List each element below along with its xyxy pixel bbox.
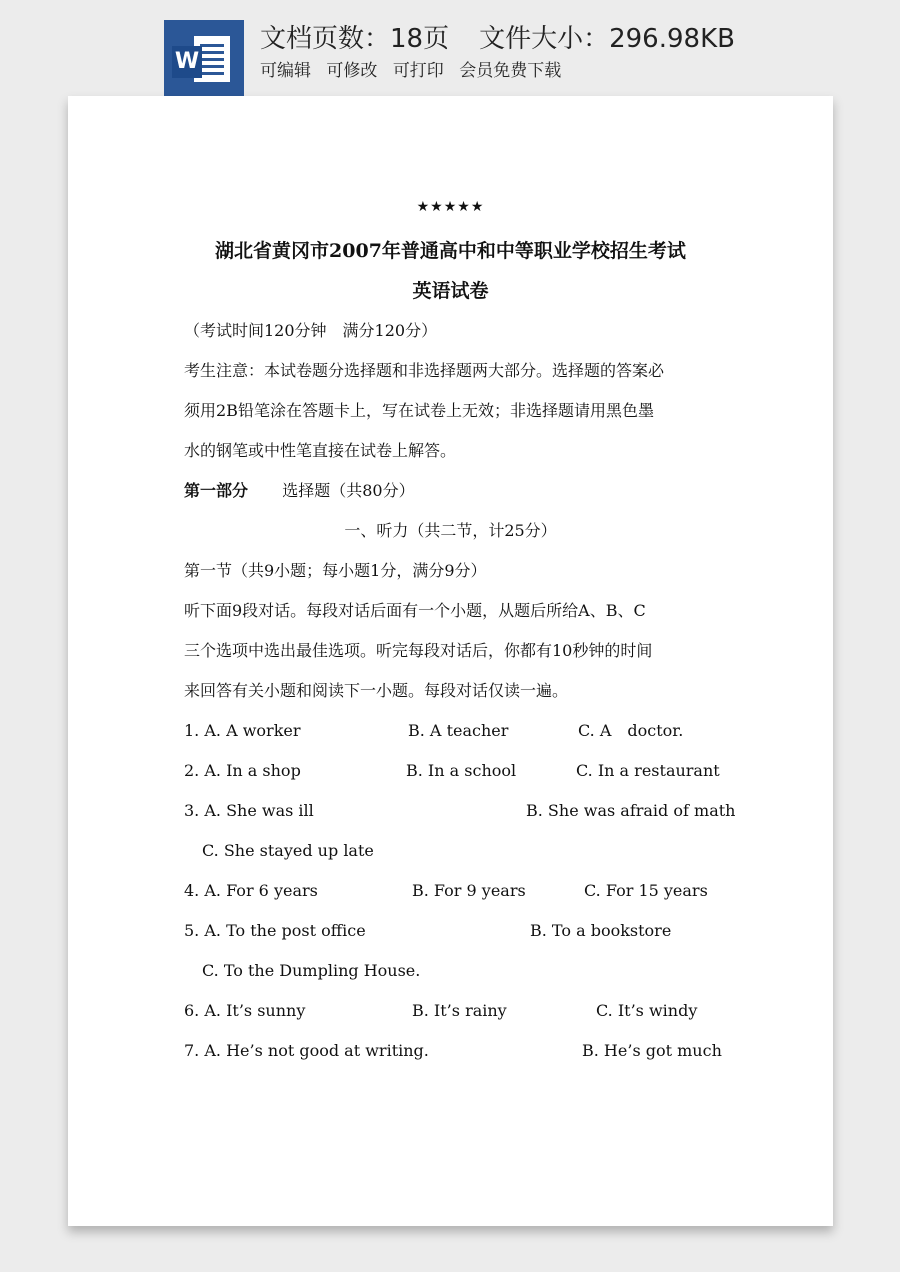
option-a: 2. A. In a shop [184,761,301,780]
instruction-line: 听下面9段对话。每段对话后面有一个小题，从题后所给A、B、C [184,601,646,620]
option-c: C. To the Dumpling House. [202,961,421,980]
star-rating: ★★★★★ [416,199,485,215]
document-title: 湖北省黄冈市2007年普通高中和中等职业学校招生考试 [215,240,686,262]
feature-modifiable: 可修改 [326,61,378,81]
feature-printable: 可打印 [392,61,444,81]
instruction-line: 来回答有关小题和阅读下一小题。每段对话仅读一遍。 [184,681,569,700]
option-b: B. For 9 years [412,881,526,900]
question-7 [184,1036,722,1066]
section-title: 一、听力（共二节，计25分） [344,521,557,540]
notice-line: 须用2B铅笔涂在答题卡上，写在试卷上无效；非选择题请用黑色墨 [184,401,654,420]
option-a: 7. A. He’s not good at writing. [184,1041,429,1060]
page-count: 文档页数：18页 [260,24,450,54]
option-b: B. To a bookstore [530,921,672,940]
feature-list [260,56,571,81]
option-b: B. She was afraid of math [526,801,736,820]
part-heading [184,476,415,506]
question-5-option-c [184,956,717,986]
notice-line: 考生注意：本试卷题分选择题和非选择题两大部分。选择题的答案必 [184,361,665,380]
option-a: 3. A. She was ill [184,801,314,820]
option-a: 4. A. For 6 years [184,881,318,900]
part-description: 选择题（共80分） [282,481,415,500]
instruction-line: 三个选项中选出最佳选项。听完每段对话后，你都有10秒钟的时间 [184,641,653,660]
question-5 [184,916,717,946]
option-b: B. He’s got much [582,1041,722,1060]
option-a: 5. A. To the post office [184,921,366,940]
notice-line: 水的钢笔或中性笔直接在试卷上解答。 [184,441,457,460]
option-c: C. She stayed up late [202,841,374,860]
word-document-icon [164,20,244,96]
option-b: B. A teacher [408,721,509,740]
download-banner [0,0,900,98]
question-6 [184,996,717,1026]
option-b: B. It’s rainy [412,1001,507,1020]
document-subtitle: 英语试卷 [412,280,489,302]
word-icon-letter: W [172,46,202,78]
option-a: 1. A. A worker [184,721,301,740]
question-2 [184,756,720,786]
subsection-title: 第一节（共9小题；每小题1分，满分9分） [184,561,487,580]
option-c: C. It’s windy [596,1001,698,1020]
exam-info: （考试时间120分钟 满分120分） [184,321,438,340]
part-label: 第一部分 [184,481,249,500]
question-1 [184,716,717,746]
option-c: C. In a restaurant [576,761,720,780]
option-c: C. A doctor. [578,721,684,740]
document-page [68,96,833,1226]
option-a: 6. A. It’s sunny [184,1001,306,1020]
question-4 [184,876,717,906]
question-3 [184,796,736,826]
option-c: C. For 15 years [584,881,708,900]
feature-editable: 可编辑 [260,61,311,81]
file-info-line [260,18,735,55]
feature-member-download: 会员免费下载 [459,61,562,81]
question-3-option-c [184,836,717,866]
file-size: 文件大小：296.98KB [479,24,735,54]
option-b: B. In a school [406,761,517,780]
